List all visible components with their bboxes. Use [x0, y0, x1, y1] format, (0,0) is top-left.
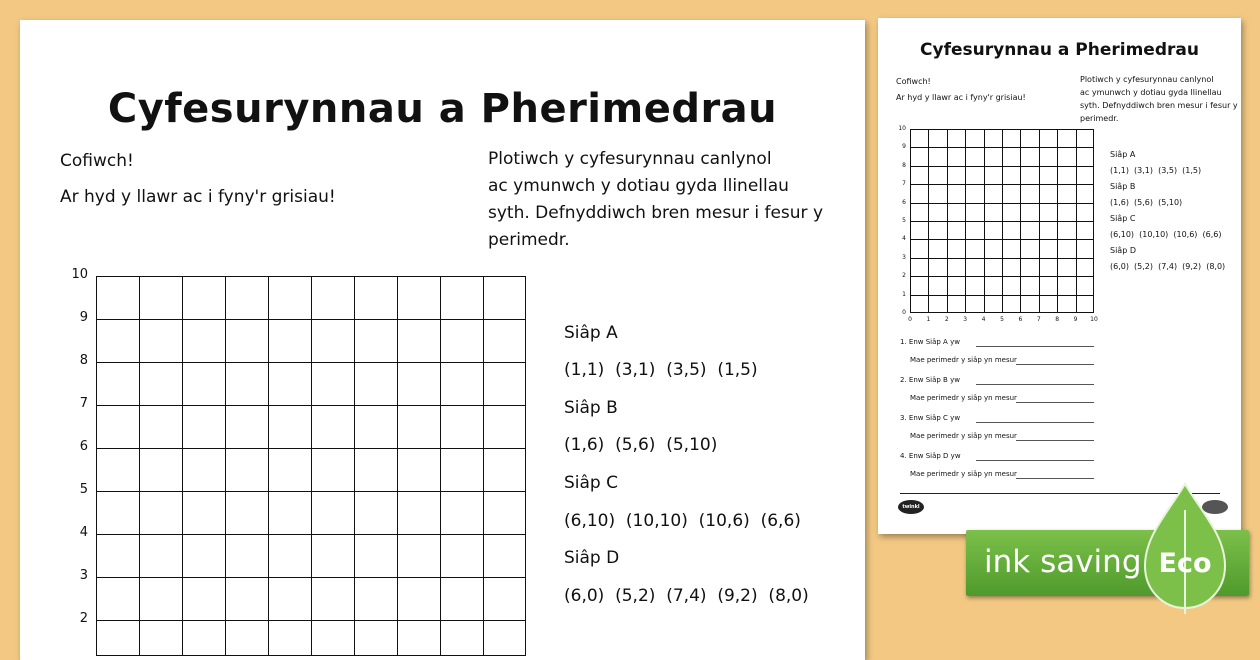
x-axis-label: 4 [981, 316, 986, 323]
question-line: 4. Enw Siâp D yw [900, 452, 961, 460]
x-axis-label: 5 [1000, 316, 1004, 323]
shape-d-label: Siâp D [564, 548, 620, 568]
ink-saving-label: ink saving [984, 544, 1142, 580]
question-line: 2. Enw Siâp B yw [900, 376, 960, 384]
y-axis-label: 9 [902, 143, 906, 151]
preview-shape-coords: (6,0) (5,2) (7,4) (9,2) (8,0) [1110, 262, 1226, 271]
preview-shape-label: Siâp A [1110, 150, 1136, 159]
answer-line [976, 384, 1094, 385]
grid-line [910, 258, 1094, 259]
grid-line [1039, 129, 1040, 313]
grid-line [1020, 129, 1021, 313]
y-axis-label: 6 [79, 439, 88, 454]
perimeter-line: Mae perimedr y siâp yn mesur [910, 356, 1017, 364]
grid-line [182, 276, 183, 656]
tip-text: Ar hyd y llawr ac i fyny'r grisiau! [60, 187, 336, 207]
perimeter-line: Mae perimedr y siâp yn mesur [910, 432, 1017, 440]
grid-line [910, 221, 1094, 222]
y-axis-label: 8 [79, 353, 88, 368]
preview-shape-coords: (1,1) (3,1) (3,5) (1,5) [1110, 166, 1202, 175]
grid-line [225, 276, 226, 656]
shape-c-label: Siâp C [564, 473, 618, 493]
y-axis-label: 2 [902, 272, 906, 280]
x-axis-label: 1 [926, 316, 931, 323]
grid-line [96, 491, 526, 492]
instruction-line: Plotiwch y cyfesurynnau canlynol [488, 149, 772, 169]
perimeter-line: Mae perimedr y siâp yn mesur [910, 394, 1017, 402]
grid-line [311, 276, 312, 656]
y-axis-label: 5 [902, 217, 906, 224]
preview-instruction-line: perimedr. [1080, 114, 1119, 123]
y-axis-label: 1 [902, 290, 906, 298]
preview-instruction-line: syth. Defnyddiwch bren mesur i fesur y [1080, 101, 1238, 110]
grid-line [397, 276, 398, 656]
answer-line [976, 346, 1094, 347]
answer-line [976, 422, 1094, 423]
preview-title: Cyfesurynnau a Pherimedrau [920, 40, 1199, 60]
y-axis-label: 10 [898, 125, 906, 132]
x-axis-label: 7 [1036, 316, 1041, 323]
shape-d-coords: (6,0) (5,2) (7,4) (9,2) (8,0) [564, 586, 809, 606]
preview-shape-coords: (6,10) (10,10) (10,6) (6,6) [1110, 230, 1222, 239]
preview-remember: Cofiwch! [896, 77, 931, 86]
grid-line [139, 276, 140, 656]
shape-b-label: Siâp B [564, 398, 618, 418]
y-axis-label: 2 [79, 611, 88, 626]
x-axis-label: 8 [1055, 316, 1060, 323]
instruction-line: perimedr. [488, 230, 570, 250]
preview-shape-label: Siâp D [1110, 246, 1136, 255]
y-axis-label: 0 [902, 309, 906, 316]
eco-badge-label: Eco [1158, 548, 1212, 579]
instruction-line: ac ymunwch y dotiau gyda llinellau [488, 176, 789, 196]
shape-a-coords: (1,1) (3,1) (3,5) (1,5) [564, 360, 758, 380]
x-axis-label: 6 [1018, 316, 1023, 323]
remember-text: Cofiwch! [60, 151, 134, 171]
x-axis-label: 2 [944, 316, 949, 323]
grid-line [96, 405, 526, 406]
twinkl-logo: twinkl [898, 500, 924, 514]
preview-instruction-line: ac ymunwch y dotiau gyda llinellau [1080, 88, 1222, 97]
grid-line [1057, 129, 1058, 313]
grid-line [96, 448, 526, 449]
shape-a-label: Siâp A [564, 323, 618, 343]
perimeter-line: Mae perimedr y siâp yn mesur [910, 470, 1017, 478]
grid-line [96, 362, 526, 363]
grid-line [96, 534, 526, 535]
grid-line [268, 276, 269, 656]
shape-c-coords: (6,10) (10,10) (10,6) (6,6) [564, 511, 801, 531]
worksheet-title: Cyfesurynnau a Pherimedrau [107, 86, 778, 132]
grid-line [96, 620, 526, 621]
question-line: 1. Enw Siâp A yw [900, 338, 960, 346]
grid-line [1076, 129, 1077, 313]
y-axis-label: 7 [902, 180, 906, 188]
x-axis-label: 0 [908, 316, 912, 323]
preview-instruction-line: Plotiwch y cyfesurynnau canlynol [1080, 75, 1214, 84]
y-axis-label: 3 [902, 253, 906, 261]
x-axis-label: 3 [963, 316, 968, 323]
grid-line [910, 295, 1094, 296]
grid-line [910, 239, 1094, 240]
y-axis-label: 3 [79, 568, 88, 583]
y-axis-label: 5 [79, 482, 88, 497]
answer-line [1016, 364, 1094, 365]
worksheet-page [20, 20, 865, 660]
grid-line [96, 577, 526, 578]
answer-line [1016, 402, 1094, 403]
answer-line [1016, 478, 1094, 479]
x-axis-label: 9 [1073, 316, 1078, 323]
eco-leaf-icon [1141, 480, 1229, 616]
x-axis-label: 10 [1090, 316, 1098, 323]
shape-b-coords: (1,6) (5,6) (5,10) [564, 435, 718, 455]
answer-line [976, 460, 1094, 461]
question-line: 3. Enw Siâp C yw [900, 414, 961, 422]
grid-line [96, 319, 526, 320]
y-axis-label: 8 [902, 161, 906, 169]
grid-line [354, 276, 355, 656]
preview-page [878, 18, 1241, 534]
preview-shape-label: Siâp C [1110, 214, 1136, 223]
preview-shape-label: Siâp B [1110, 182, 1136, 191]
grid-line [910, 276, 1094, 277]
grid-line [483, 276, 484, 656]
preview-tip: Ar hyd y llawr ac i fyny'r grisiau! [896, 93, 1026, 102]
y-axis-label: 6 [902, 198, 906, 206]
y-axis-label: 4 [79, 525, 88, 540]
y-axis-label: 9 [79, 310, 88, 325]
instruction-line: syth. Defnyddiwch bren mesur i fesur y [488, 203, 824, 223]
y-axis-label: 7 [79, 396, 88, 411]
y-axis-label: 10 [71, 267, 88, 282]
answer-line [1016, 440, 1094, 441]
preview-shape-coords: (1,6) (5,6) (5,10) [1110, 198, 1183, 207]
y-axis-label: 4 [902, 235, 906, 243]
grid-line [440, 276, 441, 656]
